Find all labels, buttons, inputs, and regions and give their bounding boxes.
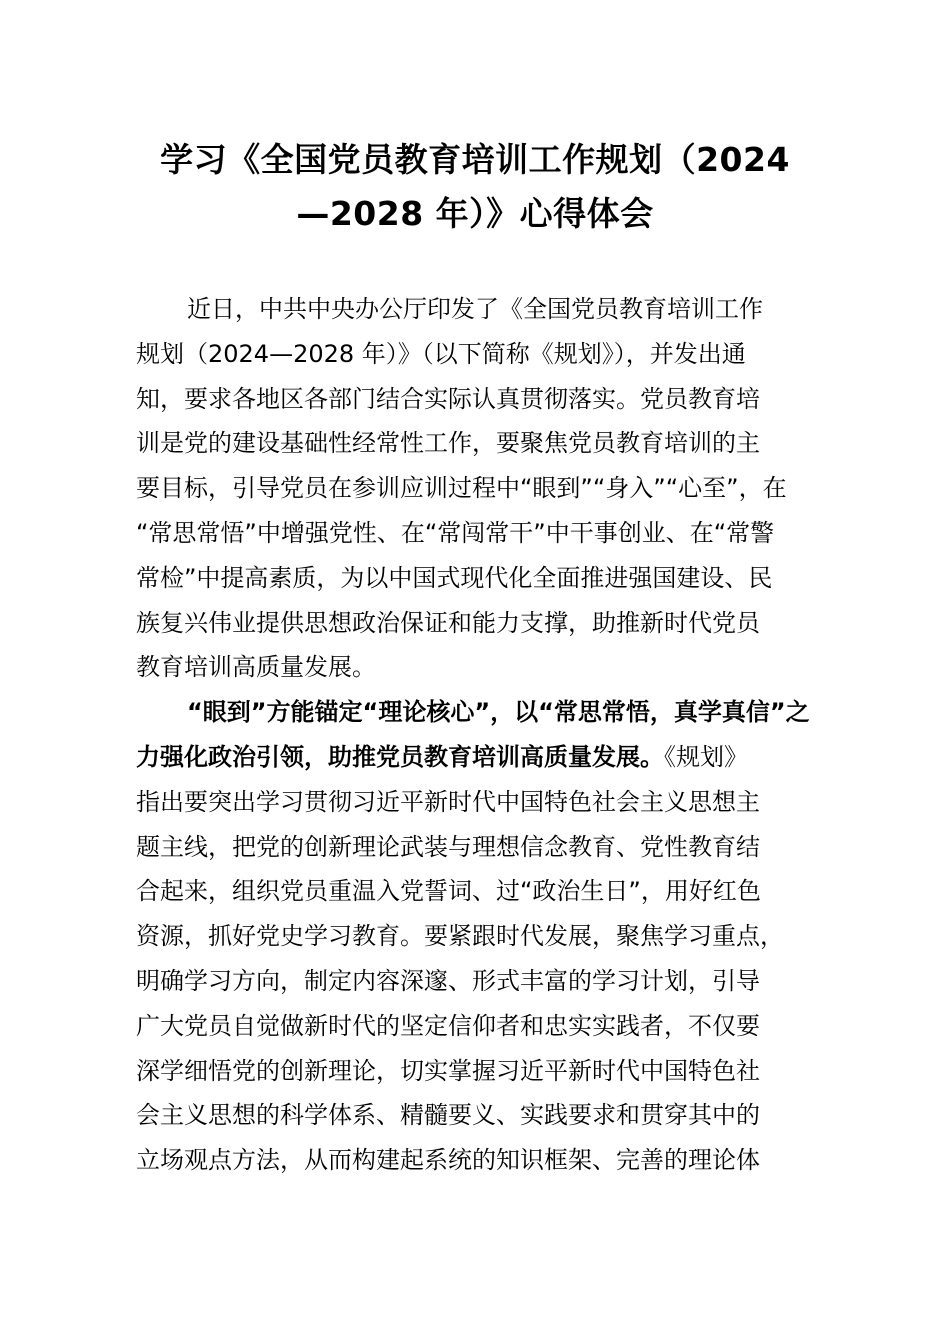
paragraph-2-line: 深学细悟党的创新理论，切实掌握习近平新时代中国特色社: [136, 1056, 760, 1085]
paragraph-1-line: 教育培训高质量发展。: [136, 653, 376, 682]
paragraph-2-heading-tail: 力强化政治引领，助推党员教育培训高质量发展。: [136, 742, 664, 771]
paragraph-1-line: 训是党的建设基础性经常性工作，要聚焦党员教育培训的主: [136, 429, 760, 458]
paragraph-1-line: 族复兴伟业提供思想政治保证和能力支撑，助推新时代党员: [136, 608, 760, 637]
paragraph-1-line: 规划（2024—2028 年）》（以下简称《规划》），并发出通: [136, 339, 746, 368]
paragraph-1-line: “常思常悟”中增强党性、在“常闯常干”中干事创业、在“常警: [136, 518, 775, 547]
paragraph-2-line: 广大党员自觉做新时代的坚定信仰者和忠实实践者，不仅要: [136, 1011, 760, 1040]
paragraph-2-line: 资源，抓好党史学习教育。要紧跟时代发展，聚焦学习重点，: [136, 922, 784, 951]
paragraph-2-line-tail: 《规划》: [664, 742, 748, 771]
paragraph-2-heading-line-mixed: [136, 735, 816, 780]
document-body: [136, 287, 816, 1183]
paragraph-1-line: 近日，中共中央办公厅印发了《全国党员教育培训工作: [187, 295, 763, 323]
paragraph-2-line: 合起来，组织党员重温入党誓词、过“政治生日”，用好红色: [136, 877, 761, 906]
title-line-1: 学习《全国党员教育培训工作规划（2024: [160, 140, 790, 179]
paragraph-1-line: 常检”中提高素质，为以中国式现代化全面推进强国建设、民: [136, 563, 773, 592]
paragraph-2-heading-line: “眼到”方能锚定“理论核心”，以“常思常悟，真学真信”之: [187, 698, 810, 727]
paragraph-2-line: 明确学习方向，制定内容深邃、形式丰富的学习计划，引导: [136, 966, 760, 995]
title-line-2: —2028 年）》心得体会: [296, 194, 654, 233]
document-title: [120, 133, 830, 241]
paragraph-2-line: 题主线，把党的创新理论武装与理想信念教育、党性教育结: [136, 832, 760, 861]
paragraph-2-line: 指出要突出学习贯彻习近平新时代中国特色社会主义思想主: [136, 787, 760, 816]
paragraph-1-line: 要目标，引导党员在参训应训过程中“眼到”“身入”“心至”，在: [136, 474, 787, 503]
paragraph-1-line: 知，要求各地区各部门结合实际认真贯彻落实。党员教育培: [136, 384, 760, 413]
paragraph-2-line: 立场观点方法，从而构建起系统的知识框架、完善的理论体: [136, 1146, 760, 1175]
paragraph-2-line: 会主义思想的科学体系、精髓要义、实践要求和贯穿其中的: [136, 1101, 760, 1130]
